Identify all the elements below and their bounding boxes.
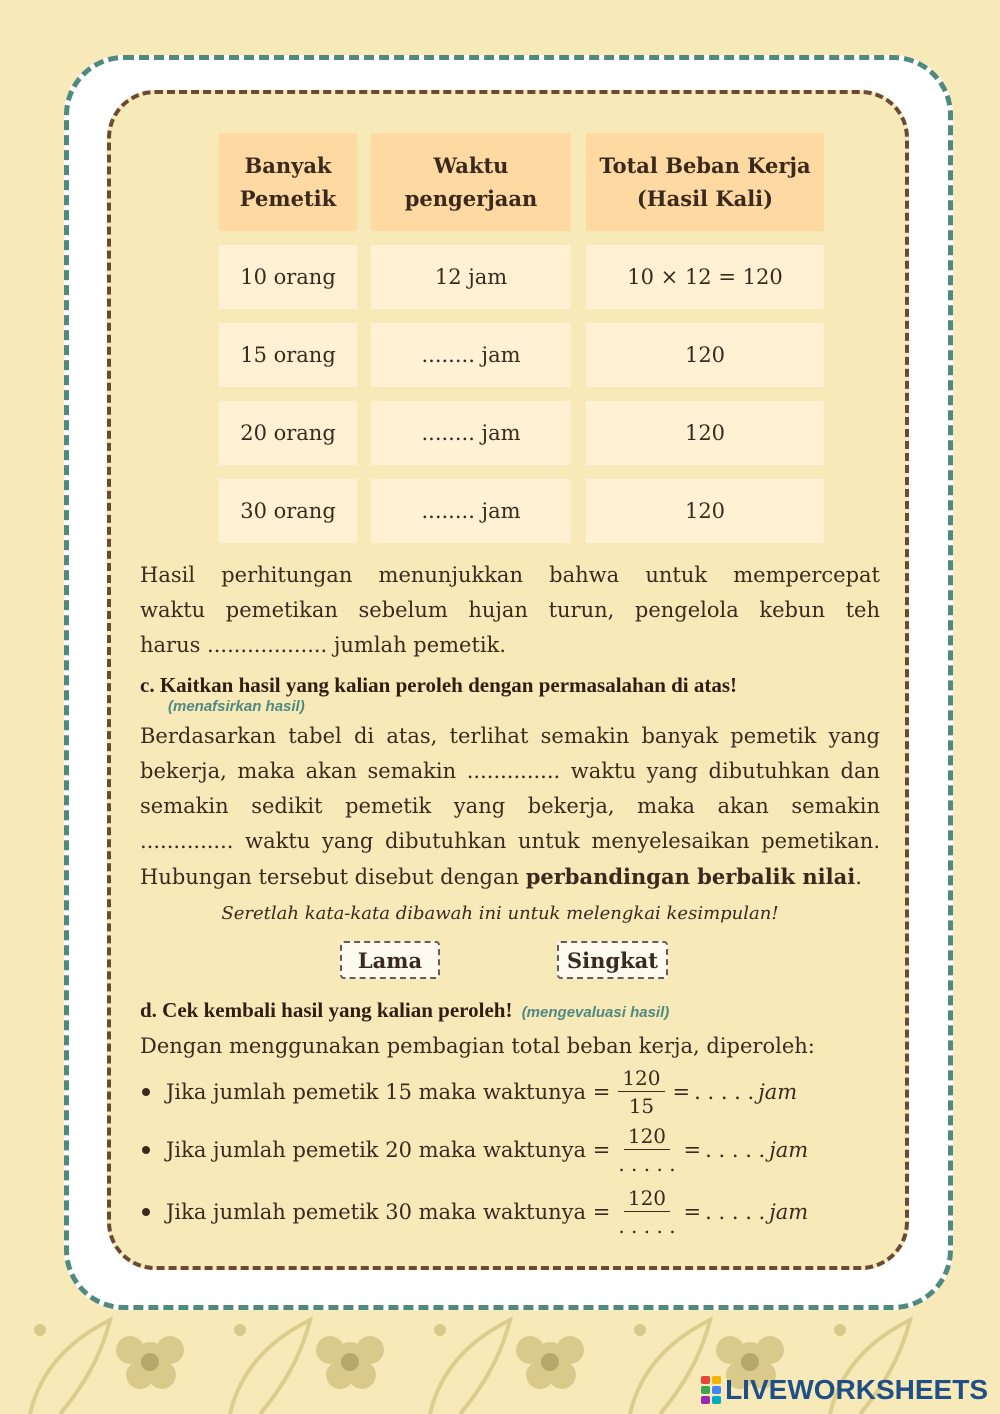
para1-line1: Hasil perhitungan menunjukkan bahwa untuk mempercepat — [140, 563, 880, 587]
list-item: Jika jumlah pemetik 30 maka waktunya = $\frac{120}{. . . . .}$ = . . . . . jam — [142, 1182, 808, 1242]
answer-blank[interactable]: . . . . . — [705, 1200, 766, 1224]
section-c-line5: Hubungan tersebut disebut dengan perbandingan berbalik nilai. — [140, 864, 862, 889]
header-people: Banyak Pemetik — [219, 133, 357, 231]
list-item: Jika jumlah pemetik 15 maka waktunya = $\frac{120}{15}$ = . . . . . jam — [142, 1062, 797, 1122]
answer-blank[interactable]: . . . . . — [705, 1138, 766, 1162]
cell-people: 15 orang — [219, 323, 357, 387]
logo-icon — [701, 1376, 721, 1404]
liveworksheets-logo: LIVEWORKSHEETS — [701, 1374, 988, 1406]
cell-total: 120 — [586, 323, 824, 387]
section-c-line1: Berdasarkan tabel di atas, terlihat semakin banyak pemetik yang — [140, 724, 880, 748]
bullet-icon — [142, 1146, 150, 1154]
section-c-line4: .............. waktu yang dibutuhkan untuk menyelesaikan pemetikan. — [140, 829, 880, 853]
section-c-line2: bekerja, maka akan semakin .............. waktu yang dibutuhkan dan — [140, 759, 880, 783]
list-item: Jika jumlah pemetik 20 maka waktunya = $\frac{120}{. . . . .}$ = . . . . . jam — [142, 1120, 808, 1180]
cell-total: 120 — [586, 401, 824, 465]
fraction: $\frac{120}{. . . . .}$ — [618, 1123, 676, 1176]
drag-chip-singkat[interactable]: Singkat — [557, 941, 668, 979]
section-d-heading: d. Cek kembali hasil yang kalian peroleh! (mengevaluasi hasil) — [140, 998, 670, 1022]
cell-people: 30 orang — [219, 479, 357, 543]
para1-line3: harus .................. jumlah pemetik. — [140, 633, 507, 657]
bullet-icon — [142, 1208, 150, 1216]
drag-instruction: Seretlah kata-kata dibawah ini untuk melengkai kesimpulan! — [221, 903, 779, 924]
term-inverse-proportion: perbandingan berbalik nilai — [525, 864, 856, 889]
answer-blank[interactable]: . . . . . — [694, 1080, 755, 1104]
drag-chip-lama[interactable]: Lama — [340, 941, 440, 979]
section-c-line3: semakin sedikit pemetik yang bekerja, maka akan semakin — [140, 794, 880, 818]
section-d-note: (mengevaluasi hasil) — [521, 1004, 670, 1021]
cell-time: 12 jam — [371, 245, 571, 309]
fraction: $\frac{120}{. . . . .}$ — [618, 1185, 676, 1238]
cell-total: 10 × 12 = 120 — [586, 245, 824, 309]
section-c-note: (menafsirkan hasil) — [168, 698, 305, 715]
cell-people: 10 orang — [219, 245, 357, 309]
cell-total: 120 — [586, 479, 824, 543]
fraction: $\frac{120}{15}$ — [618, 1065, 664, 1120]
para1-line2: waktu pemetikan sebelum hujan turun, pengelola kebun teh — [140, 598, 880, 622]
bullet-icon — [142, 1088, 150, 1096]
cell-time-blank[interactable]: ........ jam — [371, 479, 571, 543]
cell-people: 20 orang — [219, 401, 357, 465]
denominator-blank[interactable]: . . . . . — [618, 1213, 676, 1238]
cell-time-blank[interactable]: ........ jam — [371, 323, 571, 387]
cell-time-blank[interactable]: ........ jam — [371, 401, 571, 465]
header-total: Total Beban Kerja (Hasil Kali) — [586, 133, 824, 231]
section-d-intro: Dengan menggunakan pembagian total beban kerja, diperoleh: — [140, 1034, 815, 1058]
section-c-heading: c. Kaitkan hasil yang kalian peroleh dengan permasalahan di atas! — [140, 673, 738, 697]
denominator-blank[interactable]: . . . . . — [618, 1151, 676, 1176]
header-time: Waktu pengerjaan — [371, 133, 571, 231]
